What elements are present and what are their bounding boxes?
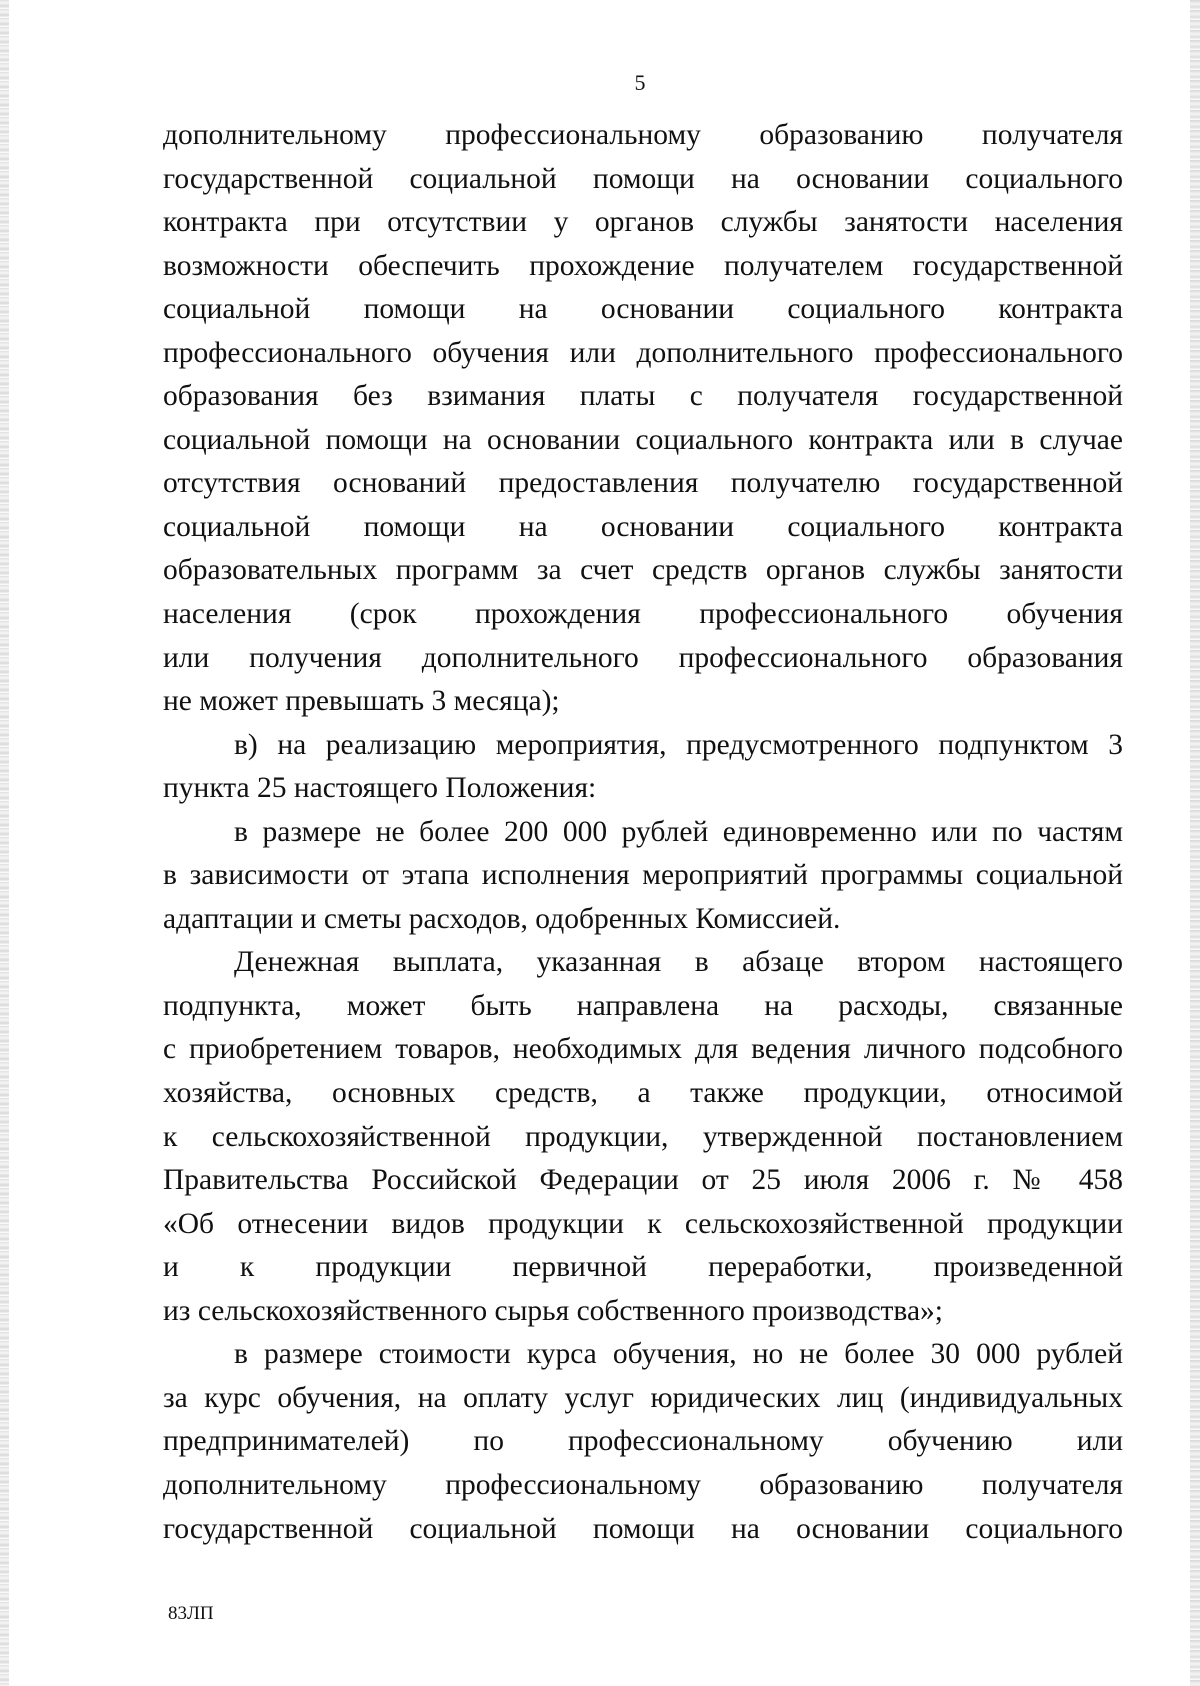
text-line: населения (срок прохождения профессионального обучения: [163, 598, 1123, 631]
text-line: в размере стоимости курса обучения, но не более 30 000 рублей: [234, 1338, 1123, 1371]
text-line: в зависимости от этапа исполнения мероприятий программы социальной: [163, 859, 1123, 892]
text-line: дополнительному профессиональному образованию получателя: [163, 1468, 1123, 1501]
page-number: 5: [634, 70, 646, 95]
text-line: Денежная выплата, указанная в абзаце втором настоящего: [234, 946, 1123, 979]
text-line: «Об отнесении видов продукции к сельскохозяйственной продукции: [163, 1207, 1123, 1240]
text-line: образования без взимания платы с получателя государственной: [163, 380, 1123, 413]
text-line: государственной социальной помощи на основании социального: [163, 162, 1123, 195]
text-line: из сельскохозяйственного сырья собственного производства»;: [163, 1294, 944, 1327]
text-line: социальной помощи на основании социального контракта: [163, 510, 1123, 543]
text-line: адаптации и сметы расходов, одобренных Комиссией.: [163, 902, 841, 935]
text-line: профессионального обучения или дополнительного профессионального: [163, 336, 1123, 369]
text-line: подпункта, может быть направлена на расходы, связанные: [163, 989, 1123, 1022]
text-line: государственной социальной помощи на основании социального: [163, 1512, 1123, 1545]
text-line: возможности обеспечить прохождение получателем государственной: [163, 249, 1123, 282]
text-line: не может превышать 3 месяца);: [163, 685, 560, 718]
text-line: социальной помощи на основании социального контракта или в случае: [163, 423, 1123, 456]
text-line: отсутствия оснований предоставления получателю государственной: [163, 467, 1123, 500]
text-line: и к продукции первичной переработки, произведенной: [163, 1251, 1123, 1284]
text-line: с приобретением товаров, необходимых для ведения личного подсобного: [163, 1033, 1123, 1066]
text-line: образовательных программ за счет средств органов службы занятости: [163, 554, 1123, 587]
text-line: в) на реализацию мероприятия, предусмотренного подпунктом 3: [234, 728, 1123, 761]
text-line: хозяйства, основных средств, а также продукции, относимой: [163, 1077, 1123, 1110]
text-line: за курс обучения, на оплату услуг юридических лиц (индивидуальных: [163, 1381, 1123, 1414]
text-line: дополнительному профессиональному образованию получателя: [163, 119, 1123, 151]
text-line: контракта при отсутствии у органов службы занятости населения: [163, 206, 1123, 239]
text-line: социальной помощи на основании социального контракта: [163, 293, 1123, 326]
document-code: 83ЛП: [168, 1603, 214, 1624]
text-line: пункта 25 настоящего Положения:: [163, 772, 597, 805]
text-line: или получения дополнительного профессионального образования: [163, 641, 1123, 674]
text-line: предпринимателей) по профессиональному обучению или: [163, 1425, 1123, 1458]
body-text: [163, 114, 1123, 1551]
scan-edge-left: [0, 0, 9, 1686]
scan-edge-right: [1190, 0, 1200, 1686]
text-line: Правительства Российской Федерации от 25 июля 2006 г. № 458: [163, 1164, 1123, 1197]
text-line: в размере не более 200 000 рублей единовременно или по частям: [234, 815, 1123, 848]
text-line: к сельскохозяйственной продукции, утвержденной постановлением: [163, 1120, 1123, 1153]
